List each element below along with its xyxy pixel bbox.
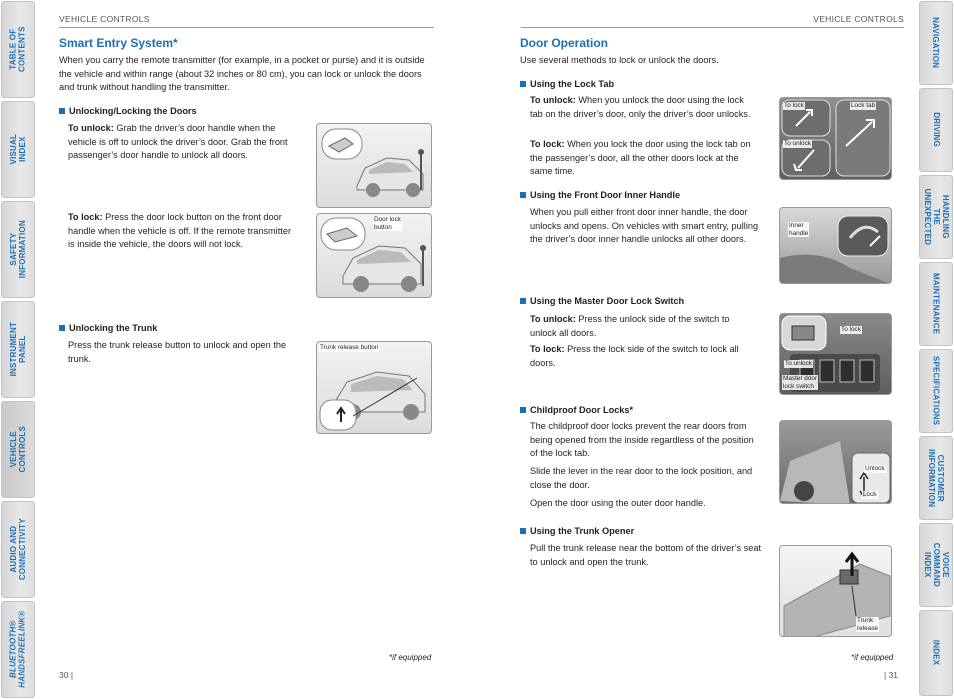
left-section-tabs bbox=[0, 0, 36, 699]
callout-label: Lock bbox=[863, 491, 877, 498]
tab-label: MAINTENANCE bbox=[931, 273, 941, 335]
bullet-square-icon bbox=[59, 325, 65, 331]
tab-label: VOICE COMMAND INDEX bbox=[922, 542, 950, 588]
callout-label: To lock bbox=[784, 102, 804, 109]
paragraph bbox=[68, 122, 298, 163]
paragraph: Open the door using the outer door handle. bbox=[530, 498, 706, 508]
tab-label: AUDIO AND CONNECTIVITY bbox=[8, 518, 27, 581]
trunk-opener-illustration bbox=[779, 545, 892, 637]
tab-index[interactable] bbox=[919, 610, 953, 696]
tab-vehicle-controls[interactable] bbox=[1, 401, 35, 498]
term-text: Press the unlock side of the switch to unlock all doors. bbox=[530, 314, 730, 338]
tab-instrument-panel[interactable] bbox=[1, 301, 35, 398]
tab-bluetooth-handsfreelink[interactable] bbox=[1, 601, 35, 698]
unlock-door-illustration bbox=[316, 123, 432, 208]
bullet-square-icon bbox=[520, 528, 526, 534]
subheading-text: Unlocking the Trunk bbox=[69, 323, 158, 333]
paragraph: Pull the trunk release near the bottom of the driver’s seat to unlock and open the trunk. bbox=[530, 543, 762, 567]
tab-label: DRIVING bbox=[931, 112, 941, 148]
bullet-square-icon bbox=[520, 298, 526, 304]
trunk-release-illustration bbox=[316, 341, 432, 434]
tab-label: SAFETY INFORMATION bbox=[8, 220, 28, 279]
paragraph bbox=[530, 94, 758, 121]
subheading bbox=[520, 526, 634, 536]
tab-label: TABLE OF CONTENTS bbox=[8, 26, 27, 73]
footnote: *if equipped bbox=[851, 653, 894, 662]
term-label: To lock: bbox=[530, 344, 565, 354]
subheading-text: Using the Master Door Lock Switch bbox=[530, 296, 685, 306]
term-text: Grab the driver’s door handle when the vehicle is off to unlock the driver’s door. Grab the front passenger’s door handle to unlock all doors. bbox=[68, 123, 288, 160]
subheading-text: Unlocking/Locking the Doors bbox=[69, 106, 197, 116]
callout-label: Door lock button bbox=[374, 216, 401, 231]
subheading bbox=[520, 405, 633, 415]
callout-label: Lock tab bbox=[851, 102, 876, 109]
tab-label: HANDLING THE UNEXPECTED bbox=[922, 188, 950, 246]
tab-navigation[interactable] bbox=[919, 1, 953, 85]
term-label: To unlock: bbox=[530, 314, 576, 324]
paragraph: The childproof door locks prevent the rear doors from being opened from the inside regardless of the position of the lock tab. bbox=[530, 421, 754, 458]
subheading-text: Childproof Door Locks* bbox=[530, 405, 634, 415]
bullet-square-icon bbox=[520, 407, 526, 413]
paragraph bbox=[530, 138, 758, 179]
term-text: Press the lock side of the switch to lock all doors. bbox=[530, 344, 739, 368]
childproof-lock-illustration bbox=[779, 420, 892, 504]
paragraph bbox=[530, 313, 758, 340]
bullet-square-icon bbox=[520, 81, 526, 87]
master-lock-switch-illustration bbox=[779, 313, 892, 395]
tab-label: SPECIFICATIONS bbox=[931, 356, 941, 426]
page-header: VEHICLE CONTROLS bbox=[521, 14, 904, 28]
tab-label: NAVIGATION bbox=[931, 17, 941, 69]
tab-driving[interactable] bbox=[919, 88, 953, 172]
lock-tab-illustration bbox=[779, 97, 892, 180]
term-label: To lock: bbox=[530, 139, 565, 149]
tab-label: BLUETOOTH® HANDSFREELINK® bbox=[8, 610, 28, 689]
term-text: Press the door lock button on the front door handle when the vehicle is off. If the remote transmitter is inside the vehicle, the doors will not lock. bbox=[68, 212, 291, 249]
page-number: | 31 bbox=[884, 670, 899, 680]
paragraph: When you pull either front door inner handle, the door unlocks and opens. On vehicles with smart entry, pulling the driver’s door inner handle unlocks all other doors. bbox=[530, 207, 759, 244]
tab-label: VEHICLE CONTROLS bbox=[8, 426, 27, 473]
paragraph bbox=[68, 211, 293, 252]
callout-label: Master door lock switch bbox=[783, 375, 818, 390]
subheading bbox=[59, 323, 157, 333]
tab-audio-and-connectivity[interactable] bbox=[1, 501, 35, 598]
tab-label: VISUAL INDEX bbox=[8, 134, 27, 165]
tab-maintenance[interactable] bbox=[919, 262, 953, 346]
lock-tab-icon bbox=[780, 98, 892, 180]
term-text: When you lock the door using the lock tab on the passenger’s door, all the other doors lock at the same time. bbox=[530, 139, 751, 176]
intro-paragraph: Use several methods to lock or unlock the doors. bbox=[520, 55, 719, 65]
paragraph bbox=[530, 343, 758, 370]
tab-handling-the-unexpected[interactable] bbox=[919, 175, 953, 259]
subheading-text: Using the Trunk Opener bbox=[530, 526, 635, 536]
lock-door-illustration bbox=[316, 213, 432, 298]
tab-label: INSTRUMENT PANEL bbox=[8, 322, 28, 377]
term-label: To unlock: bbox=[68, 123, 114, 133]
tab-label: INDEX bbox=[931, 640, 941, 666]
term-label: To unlock: bbox=[530, 95, 576, 105]
bullet-square-icon bbox=[520, 192, 526, 198]
subheading-text: Using the Lock Tab bbox=[530, 79, 615, 89]
paragraph: Press the trunk release button to unlock and open the trunk. bbox=[68, 340, 287, 364]
tab-table-of-contents[interactable] bbox=[1, 1, 35, 98]
tab-visual-index[interactable] bbox=[1, 101, 35, 198]
section-title: Smart Entry System* bbox=[59, 36, 178, 50]
car-hand-icon bbox=[317, 124, 432, 208]
subheading bbox=[59, 106, 197, 116]
page-number: 30 | bbox=[59, 670, 74, 680]
page-header: VEHICLE CONTROLS bbox=[59, 14, 434, 28]
inner-handle-illustration bbox=[779, 207, 892, 284]
car-trunk-icon bbox=[317, 342, 432, 434]
callout-label: To lock bbox=[841, 326, 861, 333]
door-handle-icon bbox=[780, 208, 892, 284]
subheading bbox=[520, 296, 684, 306]
callout-label: Unlock bbox=[865, 465, 885, 472]
bullet-square-icon bbox=[59, 108, 65, 114]
callout-label: Trunk release button bbox=[320, 344, 379, 351]
tab-voice-command-index[interactable] bbox=[919, 523, 953, 607]
term-label: To lock: bbox=[68, 212, 103, 222]
subheading bbox=[520, 190, 680, 200]
tab-label: CUSTOMER INFORMATION bbox=[927, 448, 946, 508]
section-title: Door Operation bbox=[520, 36, 609, 50]
subheading bbox=[520, 79, 614, 89]
tab-specifications[interactable] bbox=[919, 349, 953, 433]
callout-label: Trunk release bbox=[857, 617, 878, 632]
callout-label: To unlock bbox=[785, 360, 812, 367]
intro-paragraph: When you carry the remote transmitter (for example, in a pocket or purse) and it is outside the vehicle and within range (about 32 inches or 80 cm), you can lock or unlock the doors and trunk without handling the transmitter. bbox=[59, 55, 425, 92]
paragraph: Slide the lever in the rear door to the lock position, and close the door. bbox=[530, 466, 753, 490]
tab-safety-information[interactable] bbox=[1, 201, 35, 298]
tab-customer-information[interactable] bbox=[919, 436, 953, 520]
callout-label: Inner handle bbox=[789, 222, 809, 237]
right-section-tabs bbox=[918, 0, 954, 699]
callout-label: To unlock bbox=[784, 140, 811, 147]
term-text: When you unlock the door using the lock tab on the driver’s door, only the driver’s door unlocks. bbox=[530, 95, 751, 119]
subheading-text: Using the Front Door Inner Handle bbox=[530, 190, 681, 200]
footnote: *if equipped bbox=[389, 653, 432, 662]
